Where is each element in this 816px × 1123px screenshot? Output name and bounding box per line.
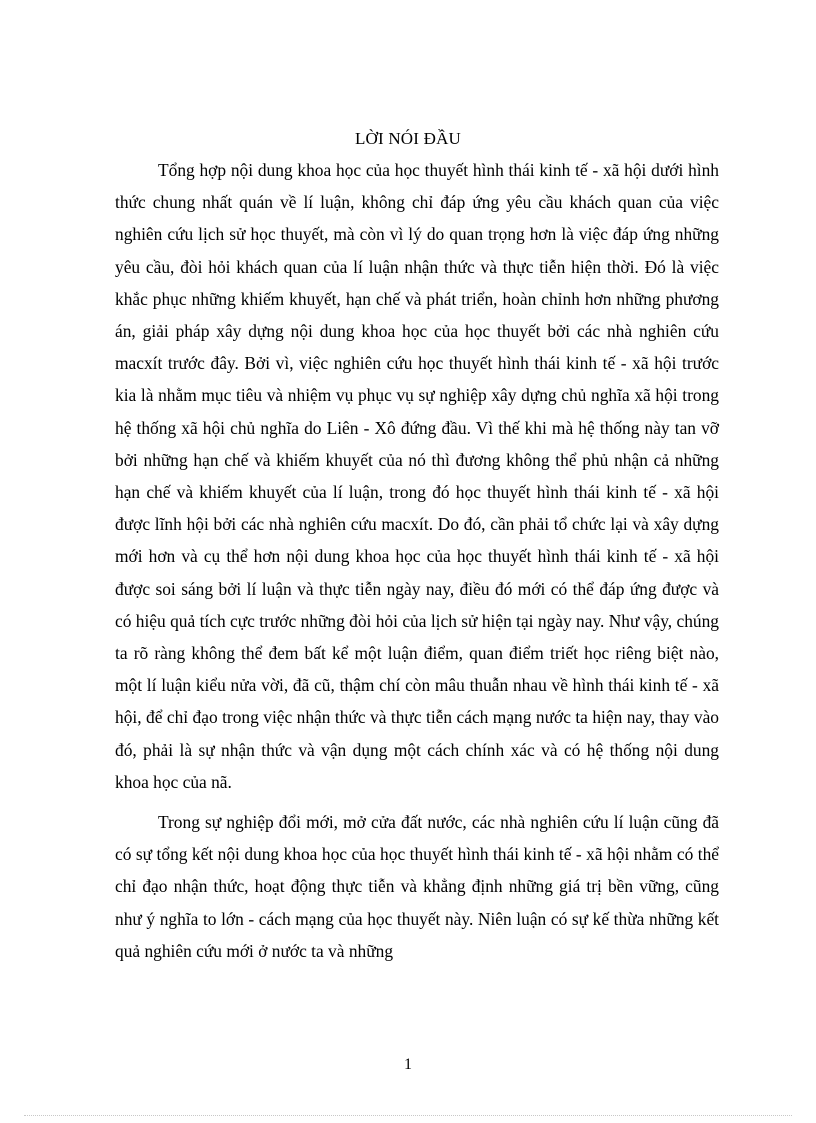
paragraph-2: Trong sự nghiệp đổi mới, mở cửa đất nước, các nhà nghiên cứu lí luận cũng đã có sự tổng kết nội dung khoa học của học thuyết hình thái kinh tế - xã hội nhằm có thể chỉ đạo nhận thức, hoạt động thực tiễn và khẳng định những giá trị bền vững, cũng như ý nghĩa to lớn - cách mạng của học thuyết này. Niên luận có sự kế thừa những kết quả nghiên cứu mới ở nước ta và những: [115, 812, 719, 961]
page-number: 1: [404, 1056, 412, 1073]
page-heading: LỜI NÓI ĐẦU: [354, 129, 462, 148]
paragraph-1: Tổng hợp nội dung khoa học của học thuyết hình thái kinh tế - xã hội dưới hình thức chung nhất quán về lí luận, không chỉ đáp ứng yêu cầu khách quan của việc nghiên cứu lịch sử học thuyết, mà còn vì lý do quan trọng hơn là việc đáp ứng những yêu cầu, đòi hỏi khách quan của lí luận nhận thức và thực tiễn hiện thời. Đó là việc khắc phục những khiếm khuyết, hạn chế và phát triển, hoàn chỉnh hơn những phương án, giải pháp xây dựng nội dung khoa học của học thuyết bởi các nhà nghiên cứu macxít trước đây. Bởi vì, việc nghiên cứu học thuyết hình thái kinh tế - xã hội trước kia là nhằm mục tiêu và nhiệm vụ phục vụ sự nghiệp xây dựng chủ nghĩa xã hội trong hệ thống xã hội chủ nghĩa do Liên - Xô đứng đầu. Vì thế khi mà hệ thống này tan vỡ bởi những hạn chế và khiếm khuyết của nó thì đương không thể phủ nhận cả những hạn chế và khiếm khuyết của lí luận, trong đó học thuyết hình thái kinh tế - xã hội được lĩnh hội bởi các nhà nghiên cứu macxít. Do đó, cần phải tổ chức lại và xây dựng mới hơn và cụ thể hơn nội dung khoa học của học thuyết hình thái kinh tế - xã hội được soi sáng bởi lí luận và thực tiễn ngày nay, điều đó mới có thể đáp ứng được và có hiệu quả tích cực trước những đòi hỏi của lịch sử hiện tại ngày nay. Như vậy, chúng ta rõ ràng không thể đem bất kể một luận điểm, quan điểm triết học riêng biệt nào, một lí luận kiểu nửa vời, đã cũ, thậm chí còn mâu thuẫn nhau về hình thái kinh tế - xã hội, để chỉ đạo trong việc nhận thức và thực tiễn cách mạng nước ta hiện nay, thay vào đó, phải là sự nhận thức và vận dụng một cách chính xác và có hệ thống nội dung khoa học của nã.: [115, 160, 719, 792]
page-break-divider: [24, 1115, 792, 1116]
body-text: [115, 154, 719, 967]
